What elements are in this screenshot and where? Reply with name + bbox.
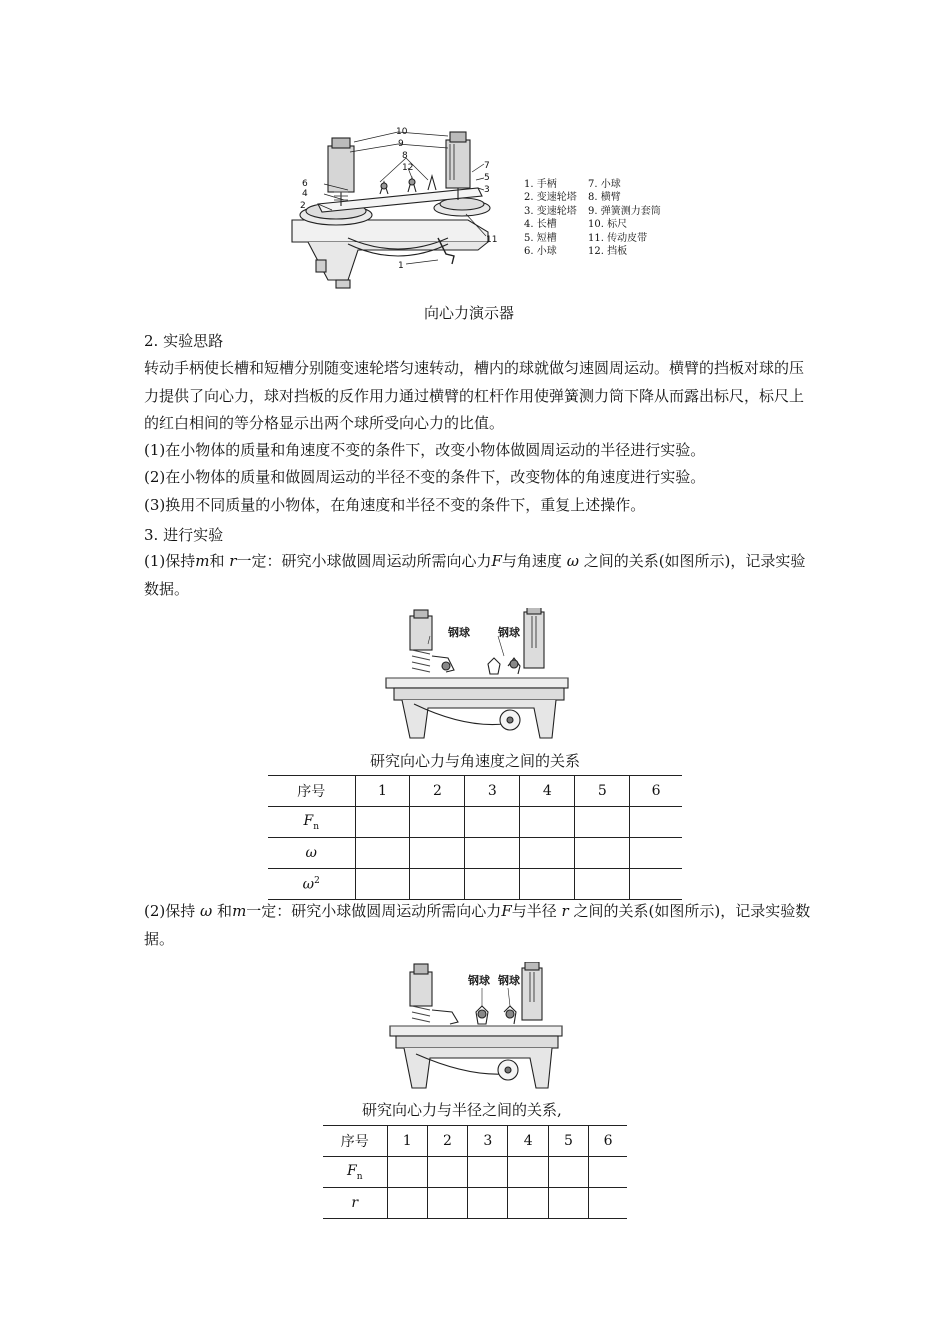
table-cell bbox=[630, 869, 682, 900]
legend-item: 10. 标尺 bbox=[588, 219, 628, 231]
svg-text:9: 9 bbox=[398, 139, 404, 149]
table-cell bbox=[520, 838, 575, 869]
table-cell bbox=[548, 1157, 588, 1188]
section3-heading: 3. 进行实验 bbox=[144, 526, 224, 544]
angular-velocity-data-table bbox=[268, 775, 682, 900]
svg-text:1: 1 bbox=[398, 261, 404, 271]
table-header-cell: 4 bbox=[520, 776, 575, 807]
table-header-cell: 3 bbox=[468, 1126, 508, 1157]
table-header-cell: 3 bbox=[465, 776, 520, 807]
table-row bbox=[268, 838, 682, 869]
table-cell bbox=[575, 838, 630, 869]
section2-item-2: (2)在小物体的质量和做圆周运动的半径不变的条件下，改变物体的角速度进行实验。 bbox=[144, 468, 706, 486]
steel-ball-label-left: 钢球 bbox=[448, 626, 470, 639]
legend-item: 7. 小球 bbox=[588, 179, 621, 190]
row-label-omega: ω bbox=[268, 838, 355, 869]
table-cell bbox=[630, 838, 682, 869]
section2-heading: 2. 实验思路 bbox=[144, 332, 224, 350]
radius-data-table bbox=[323, 1125, 627, 1219]
table-cell bbox=[508, 1157, 548, 1188]
table-cell bbox=[520, 807, 575, 838]
figure2-caption: 研究向心力与角速度之间的关系 bbox=[370, 752, 581, 770]
section3-part1-text: (1)保持m和 r一定：研究小球做圆周运动所需向心力F与角速度 ω 之间的关系(如图所示)，记录实验数据。 bbox=[144, 552, 806, 598]
legend-column-left bbox=[524, 178, 577, 258]
row-label-omega-squared: $\omega^2$ bbox=[268, 869, 355, 900]
figure1-caption: 向心力演示器 bbox=[424, 304, 515, 322]
table-row bbox=[268, 807, 682, 838]
table-cell bbox=[410, 838, 465, 869]
table-cell bbox=[508, 1188, 548, 1219]
table-header-cell: 6 bbox=[630, 776, 682, 807]
table-cell bbox=[575, 807, 630, 838]
legend-item: 5. 短槽 bbox=[524, 232, 557, 244]
table-cell bbox=[355, 838, 410, 869]
row-label-r: r bbox=[323, 1188, 387, 1219]
table-cell bbox=[355, 869, 410, 900]
legend-item: 8. 横臂 bbox=[588, 192, 621, 204]
table-cell bbox=[387, 1157, 427, 1188]
svg-text:7: 7 bbox=[484, 161, 490, 171]
legend-item: 11. 传动皮带 bbox=[588, 232, 648, 244]
table-header-cell: 2 bbox=[410, 776, 465, 807]
table-cell bbox=[387, 1188, 427, 1219]
legend-column-right bbox=[588, 178, 661, 258]
table-header-row bbox=[323, 1126, 627, 1157]
legend-item: 9. 弹簧测力套筒 bbox=[588, 205, 661, 217]
row-label-fn: $F_n$ bbox=[323, 1157, 387, 1188]
table-header-cell: 序号 bbox=[323, 1126, 387, 1157]
table-header-cell: 1 bbox=[387, 1126, 427, 1157]
table-cell bbox=[589, 1157, 627, 1188]
table-cell bbox=[589, 1188, 627, 1219]
legend-item: 6. 小球 bbox=[524, 246, 557, 258]
table-cell bbox=[410, 869, 465, 900]
section2-body: 转动手柄使长槽和短槽分别随变速轮塔匀速转动，槽内的球就做匀速圆周运动。横臂的挡板对球的压力提供了向心力，球对挡板的反作用力通过横臂的杠杆作用使弹簧测力筒下降从而露出标尺，标尺上的红白相间的等分格显示出两个球所受向心力的比值。 bbox=[144, 359, 805, 432]
legend-item: 3. 变速轮塔 bbox=[524, 205, 577, 217]
table-cell bbox=[465, 838, 520, 869]
row-label-fn: $F_n$ bbox=[268, 807, 355, 838]
table-header-cell: 1 bbox=[355, 776, 410, 807]
section2-item-1: (1)在小物体的质量和角速度不变的条件下，改变小物体做圆周运动的半径进行实验。 bbox=[144, 441, 706, 459]
table-header-cell: 5 bbox=[548, 1126, 588, 1157]
legend-item: 1. 手柄 bbox=[524, 179, 557, 190]
table-cell bbox=[355, 807, 410, 838]
svg-text:3: 3 bbox=[484, 185, 490, 195]
figure3-caption: 研究向心力与半径之间的关系, bbox=[362, 1101, 562, 1119]
section3-part2-text: (2)保持 ω 和m一定：研究小球做圆周运动所需向心力F与半径 r 之间的关系(如图所示)，记录实验数据。 bbox=[144, 902, 811, 948]
legend-item: 2. 变速轮塔 bbox=[524, 192, 577, 204]
table-cell bbox=[575, 869, 630, 900]
table-cell bbox=[427, 1157, 467, 1188]
svg-text:2: 2 bbox=[300, 201, 306, 211]
steel-ball-label-left: 钢球 bbox=[468, 974, 490, 987]
table-cell bbox=[465, 869, 520, 900]
table-cell bbox=[548, 1188, 588, 1219]
steel-ball-label-right: 钢球 bbox=[498, 626, 520, 639]
table-cell bbox=[468, 1157, 508, 1188]
radius-setup-figure bbox=[388, 962, 566, 1094]
table-header-cell: 2 bbox=[427, 1126, 467, 1157]
svg-text:11: 11 bbox=[486, 235, 498, 245]
svg-text:8: 8 bbox=[402, 151, 408, 161]
svg-text:4: 4 bbox=[302, 189, 308, 199]
section2-item-3: (3)换用不同质量的小物体，在角速度和半径不变的条件下，重复上述操作。 bbox=[144, 496, 646, 514]
table-cell bbox=[465, 807, 520, 838]
table-row bbox=[323, 1157, 627, 1188]
legend-item: 4. 长槽 bbox=[524, 219, 557, 231]
table-cell bbox=[520, 869, 575, 900]
table-header-row bbox=[268, 776, 682, 807]
table-header-cell: 序号 bbox=[268, 776, 355, 807]
svg-text:5: 5 bbox=[484, 173, 490, 183]
angular-velocity-setup-figure bbox=[384, 608, 570, 744]
table-row bbox=[268, 869, 682, 900]
svg-text:12: 12 bbox=[402, 163, 414, 173]
svg-text:6: 6 bbox=[302, 179, 308, 189]
table-cell bbox=[468, 1188, 508, 1219]
legend-item: 12. 挡板 bbox=[588, 246, 628, 258]
table-row bbox=[323, 1188, 627, 1219]
table-cell bbox=[410, 807, 465, 838]
table-cell bbox=[427, 1188, 467, 1219]
table-cell bbox=[630, 807, 682, 838]
steel-ball-label-right: 钢球 bbox=[498, 974, 520, 987]
svg-text:10: 10 bbox=[396, 127, 408, 137]
table-header-cell: 6 bbox=[589, 1126, 627, 1157]
table-header-cell: 4 bbox=[508, 1126, 548, 1157]
table-header-cell: 5 bbox=[575, 776, 630, 807]
